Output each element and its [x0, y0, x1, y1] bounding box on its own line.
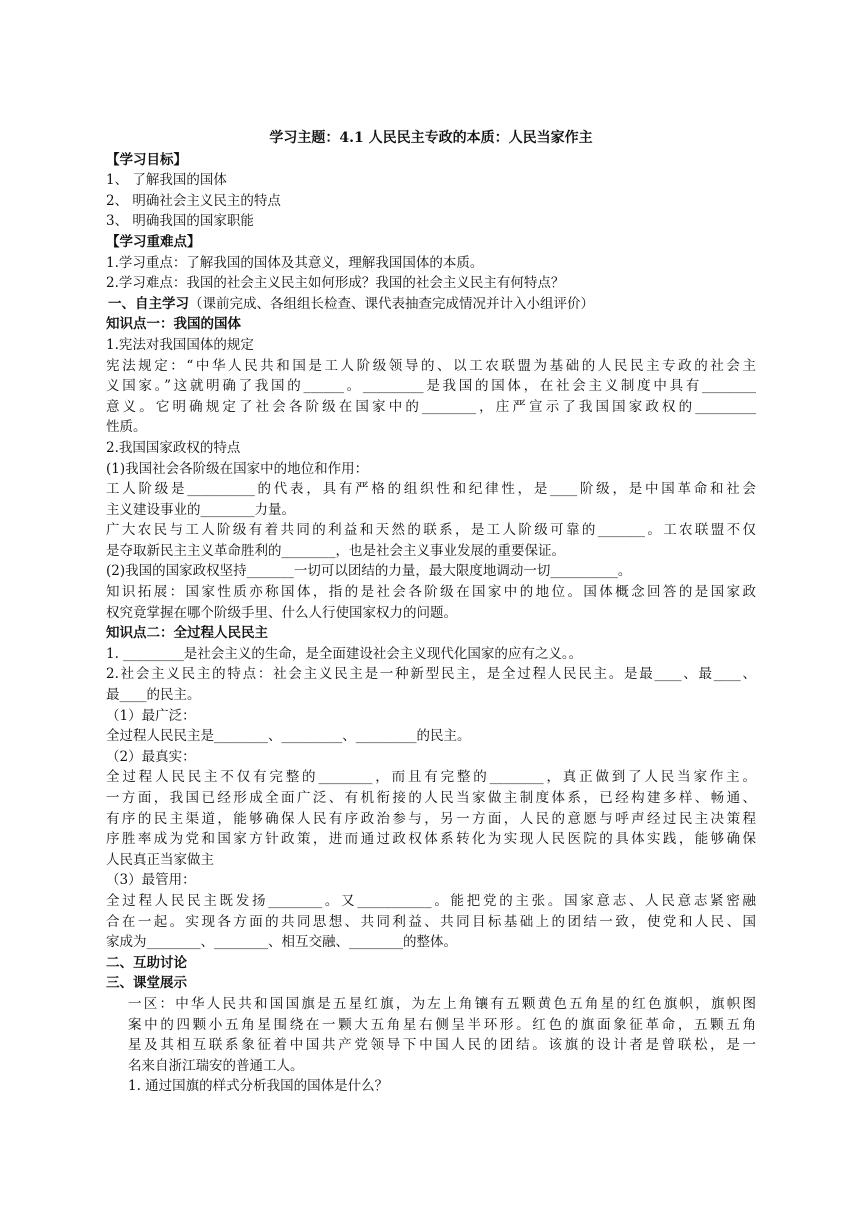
section3-body — [106, 994, 756, 1097]
kp2-line: 2.社会主义民主的特点：社会主义民主是一种新型民主，是全过程人民民主。是最____、最____、 — [106, 666, 756, 683]
kp2-line: 全过程人民民主不仅有完整的________，而且有完整的________，真正做到了人民当家作主。 — [106, 769, 756, 786]
keypoint-item: 2.学习难点：我国的社会主义民主如何形成？我国的社会主义民主有何特点？ — [106, 275, 565, 292]
kp1-line: (1)我国社会各阶级在国家中的地位和作用： — [106, 460, 369, 477]
section3-question: 1. 通过国旗的样式分析我国的国体是什么？ — [128, 1078, 389, 1095]
page-title: 学习主题：4.1 人民民主专政的本质：人民当家作主 — [269, 130, 593, 146]
kp1-line: 性质。 — [106, 419, 147, 436]
kp1-line: 知识拓展：国家性质亦称国体，指的是社会各阶级在国家中的地位。国体概念回答的是国家政 — [106, 584, 756, 601]
kp1-subheading: 1.宪法对我国国体的规定 — [106, 336, 254, 353]
document-body — [106, 128, 756, 1097]
kp1-line: (2)我国的国家政权坚持_______一切可以团结的力量，最大限度地调动一切__________。 — [106, 563, 632, 580]
kp2-line: 全过程人民民主既发扬________。又___________。能把党的主张。国家意志、人民意志紧密融 — [106, 892, 756, 909]
section1-heading: 一、自主学习 — [108, 295, 189, 312]
kp2-line: （2）最真实： — [106, 748, 196, 765]
kp1-line: 2.我国国家政权的特点 — [106, 439, 241, 456]
section3-line: 名来自浙江瑞安的普通工人。 — [128, 1057, 304, 1074]
kp2-line: 序胜率成为党和国家方针政策，进而通过政权体系转化为实现人民医院的具体实践，能够确保 — [106, 831, 756, 848]
goal-item: 3、 明确我国的国家职能 — [106, 213, 254, 230]
section1-note: （课前完成、各组组长检查、课代表抽查完成情况并计入小组评价） — [189, 295, 594, 312]
kp2-line: 合在一起。实现各方面的共同思想、共同利益、共同目标基础上的团结一致，使党和人民、国 — [106, 913, 756, 930]
section2-heading: 二、互助讨论 — [106, 954, 187, 971]
kp2-line: 全过程人民民主是________、_________、_________的民主。 — [106, 728, 471, 745]
kp1-heading: 知识点一：我国的国体 — [106, 316, 241, 333]
kp2-line: 家成为________、________、相互交融、________的整体。 — [106, 934, 457, 951]
section3-heading: 三、课堂展示 — [106, 975, 187, 992]
kp2-line: 一方面，我国已经形成全面广泛、有机衔接的人民当家做主制度体系，已经构建多样、畅通、 — [106, 790, 756, 806]
goal-item: 2、 明确社会主义民主的特点 — [106, 192, 281, 209]
kp2-line: 人民真正当家做主 — [106, 851, 214, 868]
kp1-line: 主义建设事业的________力量。 — [106, 501, 295, 518]
keypoint-item: 1.学习重点：了解我国的国体及其意义，理解我国国体的本质。 — [106, 254, 484, 271]
kp2-heading: 知识点二：全过程人民民主 — [106, 625, 268, 642]
section3-line: 案中的四颗小五角星围绕在一颗大五角星右侧呈半环形。红色的旗面象征革命，五颗五角 — [128, 1016, 756, 1033]
kp1-line: 工人阶级是__________的代表，具有严格的组织性和纪律性，是____阶级，是中国革命和社会 — [106, 481, 756, 498]
section3-line: 一区：中华人民共和国国旗是五星红旗，为左上角镶有五颗黄色五角星的红色旗帜，旗帜图 — [128, 995, 756, 1012]
kp1-line: 义国家。”这就明确了我国的______。_________是我国的国体，在社会主义制度中具有________ — [106, 378, 756, 395]
kp1-line: 意义。它明确规定了社会各阶级在国家中的________，庄严宣示了我国国家政权的_________ — [106, 398, 756, 415]
kp2-line: （3）最管用： — [106, 872, 196, 889]
kp1-line: 权究竟掌握在哪个阶级手里、什么人行使国家权力的问题。 — [106, 604, 457, 621]
kp2-line: 1. _________是社会主义的生命，是全面建设社会主义现代化国家的应有之义。。 — [106, 645, 583, 662]
kp2-line: （1）最广泛： — [106, 707, 196, 724]
section1-line — [106, 294, 756, 315]
kp2-line: 有序的民主渠道，能够确保人民有序政治参与，另一方面，人民的意愿与呼声经过民主决策程 — [106, 810, 756, 827]
goals-heading: 【学习目标】 — [106, 151, 187, 168]
kp1-line: 宪法规定：“中华人民共和国是工人阶级领导的、以工农联盟为基础的人民民主专政的社会主 — [106, 357, 756, 374]
kp1-line: 是夺取新民主主义革命胜利的________，也是社会主义事业发展的重要保证。 — [106, 542, 565, 559]
section3-line: 星及其相互联系象征着中国共产党领导下中国人民的团结。该旗的设计者是曾联松，是一 — [128, 1037, 756, 1054]
kp2-line: 最____的民主。 — [106, 687, 201, 704]
kp1-line: 广大农民与工人阶级有着共同的利益和天然的联系，是工人阶级可靠的_______。工农联盟不仅 — [106, 522, 756, 539]
goal-item: 1、 了解我国的国体 — [106, 172, 227, 189]
keypoints-heading: 【学习重难点】 — [106, 233, 201, 250]
